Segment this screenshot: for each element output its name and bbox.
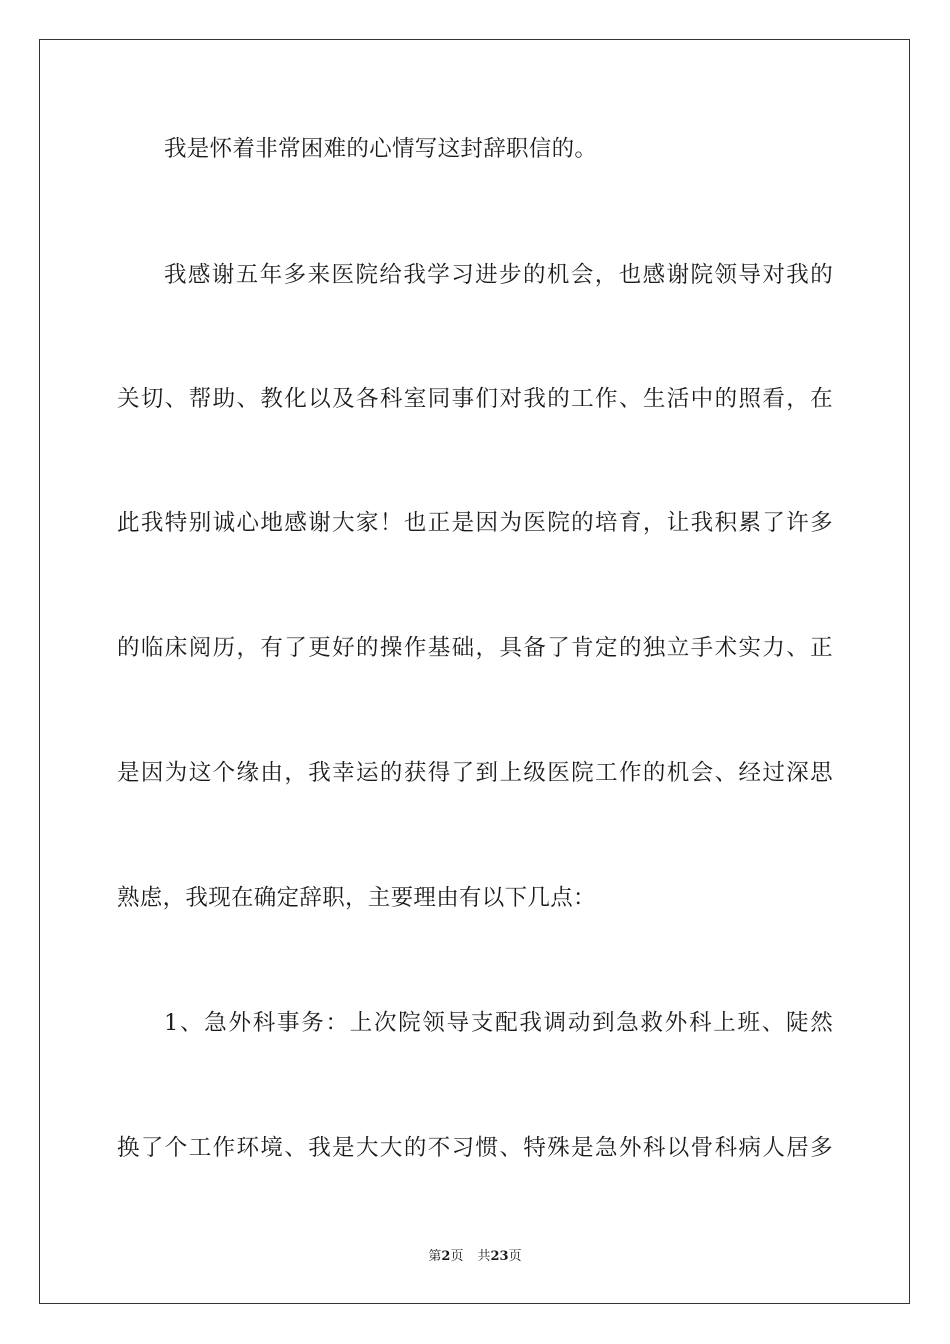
page-prefix: 第 xyxy=(428,1249,442,1264)
paragraph-line-5: 的临床阅历，有了更好的操作基础，具备了肯定的独立手术实力、正 xyxy=(117,635,833,661)
paragraph-line-3: 关切、帮助、教化以及各科室同事们对我的工作、生活中的照看，在 xyxy=(117,386,833,412)
paragraph-line-8: 1、急外科事务：上次院领导支配我调动到急救外科上班、陡然 xyxy=(164,1010,833,1036)
page-footer xyxy=(0,1248,950,1266)
paragraph-line-7: 熟虑，我现在确定辞职，主要理由有以下几点： xyxy=(117,885,596,911)
page-border xyxy=(39,39,910,1304)
paragraph-line-9: 换了个工作环境、我是大大的不习惯、特殊是急外科以骨科病人居多 xyxy=(117,1135,833,1161)
paragraph-line-4: 此我特别诚心地感谢大家！也正是因为医院的培育，让我积累了许多 xyxy=(117,510,833,536)
page-number: 2 xyxy=(441,1249,451,1264)
paragraph-line-2: 我感谢五年多来医院给我学习进步的机会，也感谢院领导对我的 xyxy=(164,262,833,288)
total-suffix: 页 xyxy=(508,1249,522,1264)
page-suffix: 页 xyxy=(450,1249,464,1264)
paragraph-line-1: 我是怀着非常困难的心情写这封辞职信的。 xyxy=(164,136,598,162)
total-prefix: 共 xyxy=(477,1249,491,1264)
total-pages: 23 xyxy=(490,1249,509,1264)
paragraph-line-6: 是因为这个缘由，我幸运的获得了到上级医院工作的机会、经过深思 xyxy=(117,760,833,786)
